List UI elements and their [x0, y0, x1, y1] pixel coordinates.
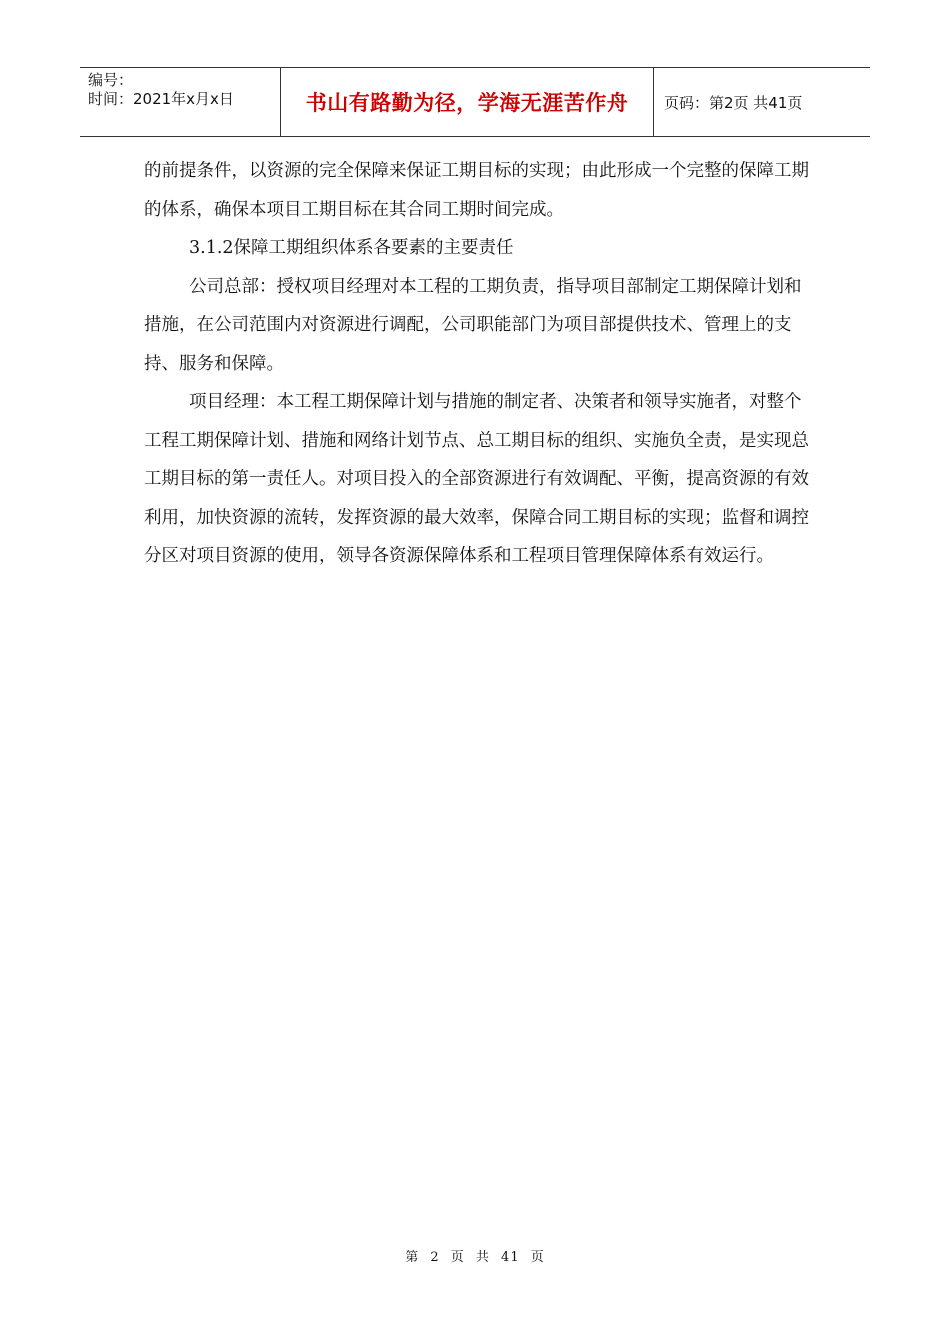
page-footer: [0, 1246, 950, 1265]
header-meta-cell: [80, 68, 281, 136]
footer-page-number: 第 2 页 共 41 页: [405, 1250, 545, 1265]
section-heading: 3.1.2保障工期组织体系各要素的主要责任: [189, 238, 514, 258]
date-label: 时间：2021年x月x日: [88, 90, 234, 108]
body-paragraph: 公司总部：授权项目经理对本工程的工期负责，指导项目部制定工期保障计划和措施，在公司范围内对资源进行调配，公司职能部门为项目部提供技术、管理上的支持、服务和保障。: [144, 276, 802, 374]
motto-text: 书山有路勤为径，学海无涯苦作舟: [305, 91, 629, 115]
number-label: 编号：: [88, 71, 134, 89]
document-body: [144, 152, 814, 576]
header-page-cell: [654, 68, 870, 136]
document-header: [80, 67, 870, 137]
header-motto-cell: [281, 68, 654, 136]
header-page-info: 页码：第2页 共41页: [664, 93, 803, 112]
body-paragraph: 的前提条件，以资源的完全保障来保证工期目标的实现；由此形成一个完整的保障工期的体系，确保本项目工期目标在其合同工期时间完成。: [144, 161, 809, 220]
body-paragraph: 项目经理：本工程工期保障计划与措施的制定者、决策者和领导实施者，对整个工程工期保障计划、措施和网络计划节点、总工期目标的组织、实施负全责，是实现总工期目标的第一责任人。对项目投入的全部资源进行有效调配、平衡，提高资源的有效利用，加快资源的流转，发挥资源的最大效率，保障合同工期目标的实现；监督和调控分区对项目资源的使用，领导各资源保障体系和工程项目管理保障体系有效运行。: [144, 392, 809, 566]
